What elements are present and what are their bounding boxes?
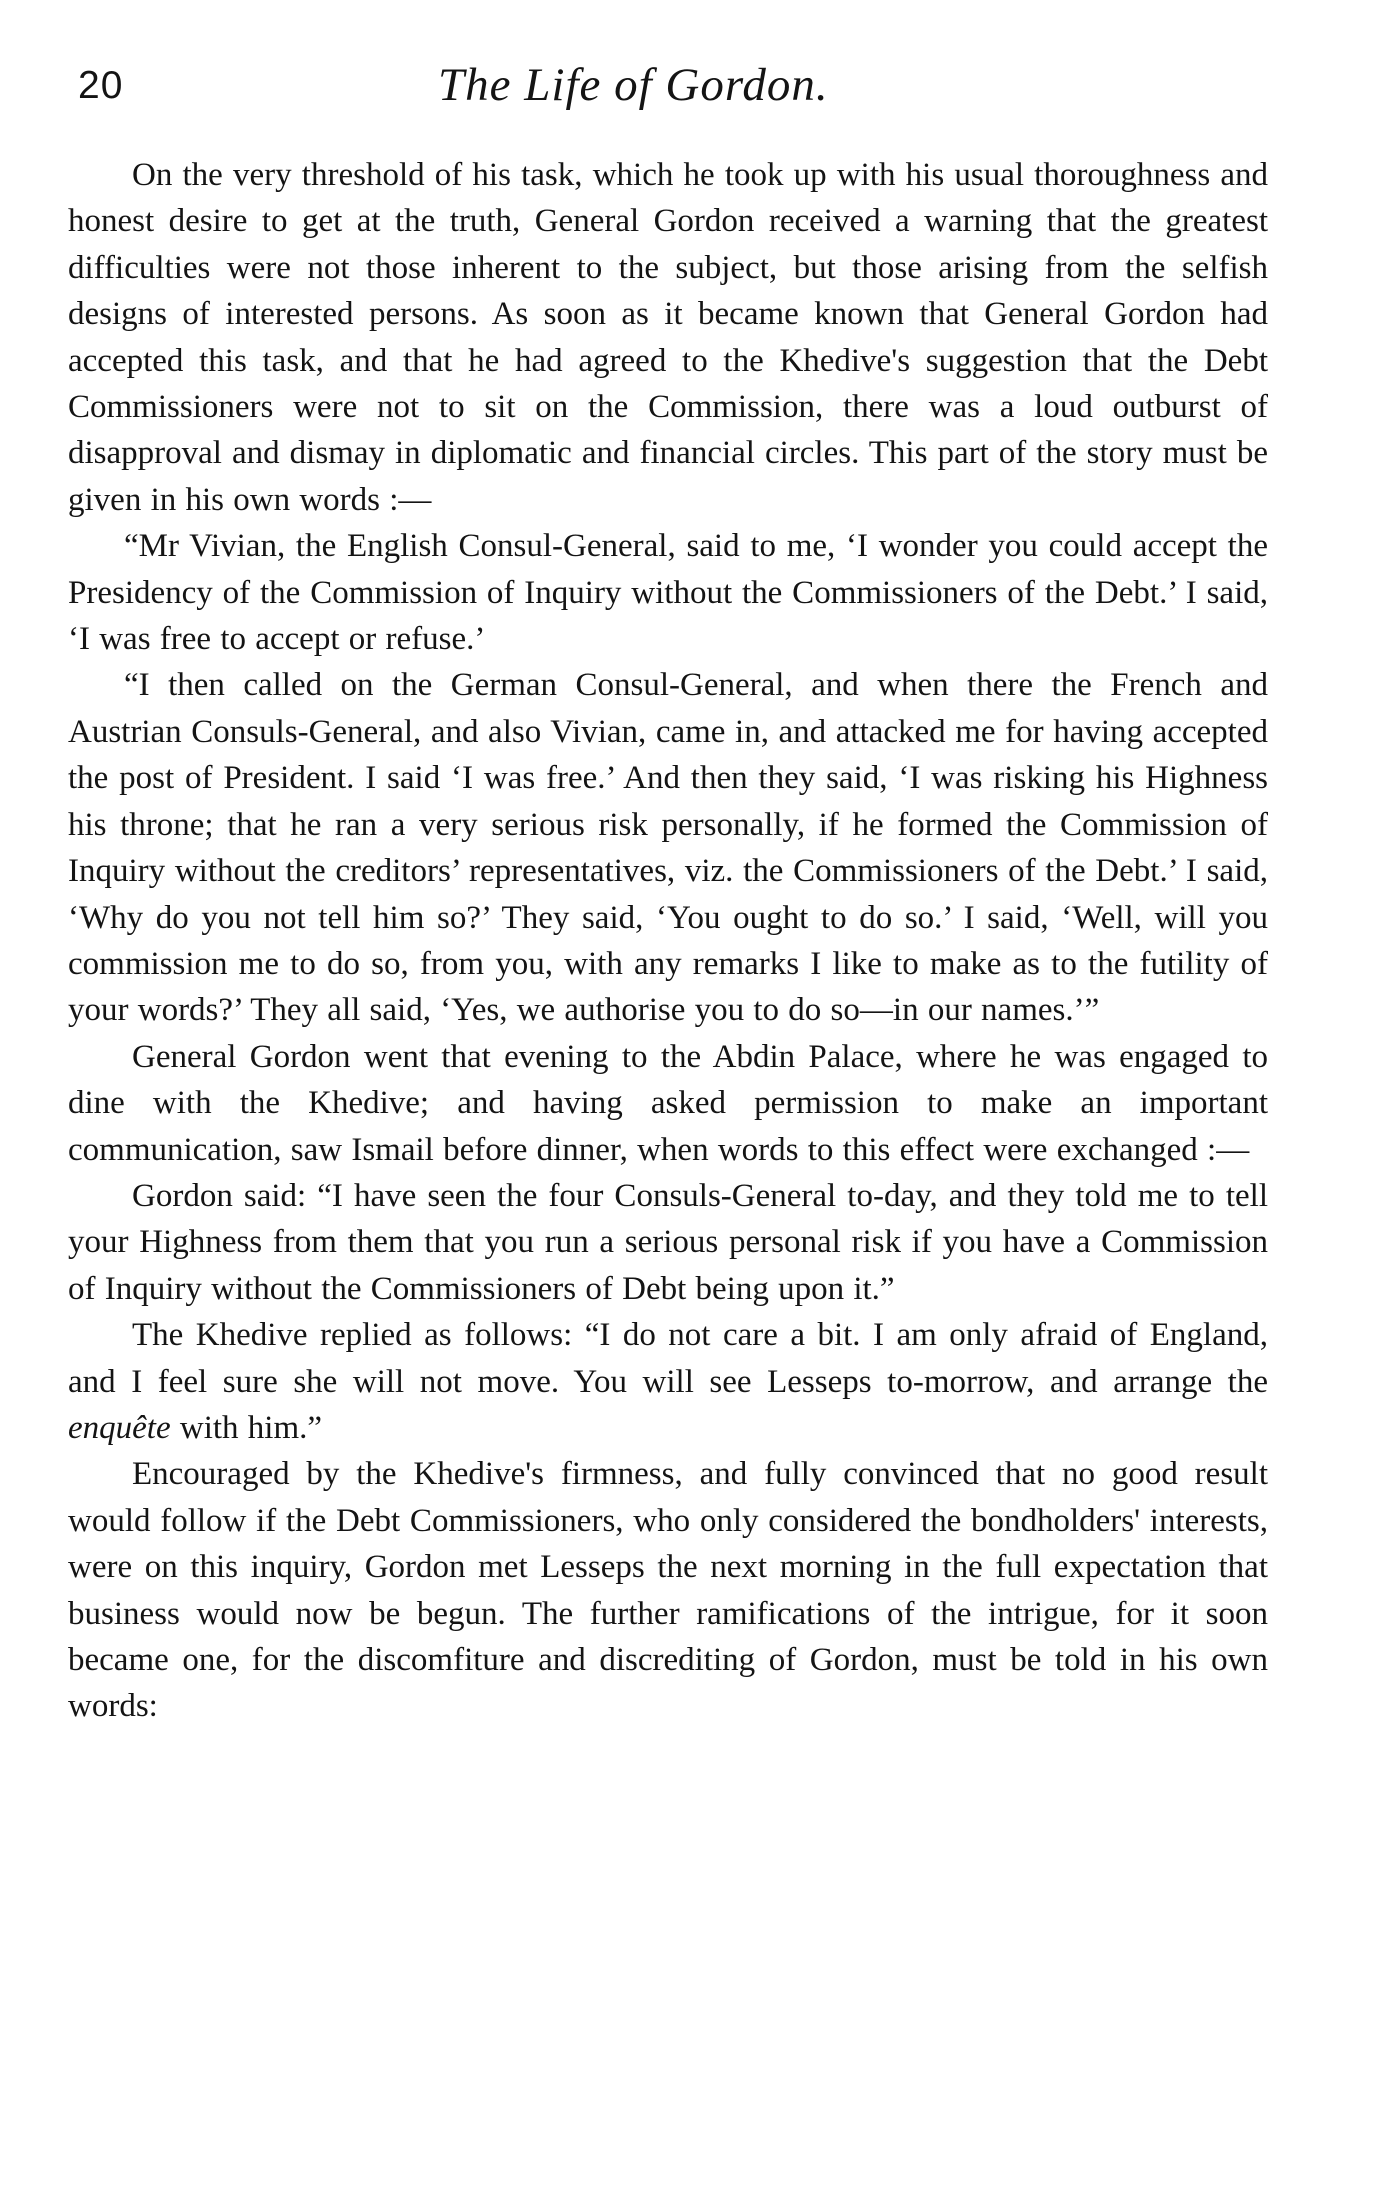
page-header <box>78 58 1273 128</box>
paragraph-vivian-quote: “Mr Vivian, the English Consul-General, said to me, ‘I wonder you could accept the Presidency of the Commission of Inquiry without the Commissioners of the Debt.’ I said, ‘I was free to accept or refuse.’ <box>68 528 1268 658</box>
paragraph-threshold: On the very threshold of his task, which he took up with his usual thoroughness and honest desire to get at the truth, General Gordon received a warning that the greatest difficulties were not those inherent to the subject, but those arising from the selfish designs of interested persons. As soon as it became known that General Gordon had accepted this task, and that he had agreed to the Khedive's suggestion that the Debt Commissioners were not to sit on the Commission, there was a loud outburst of disapproval and dismay in diplomatic and financial circles. This part of the story must be given in his own words :— <box>68 157 1268 518</box>
khedive-reply-text: The Khedive replied as follows: “I do not care a bit. I am only afraid of England, and I feel sure she will not move. You will see Lesseps to-morrow, and arrange the <box>68 1317 1268 1400</box>
paragraph-encouraged: Encouraged by the Khedive's firmness, and fully convinced that no good result would follow if the Debt Commissioners, who only considered the bondholders' interests, were on this inquiry, Gordon met Lesseps the next morning in the full expectation that business would now be begun. The further ramifications of the intrigue, for it soon became one, for the discomfiture and discrediting of Gordon, must be told in his own words: <box>68 1456 1268 1725</box>
body-text <box>68 152 1268 1730</box>
page-number: 20 <box>78 64 124 107</box>
paragraph-khedive-replied <box>68 1312 1268 1451</box>
paragraph-consuls-quote: “I then called on the German Consul-General, and when there the French and Austrian Consuls-General, and also Vivian, came in, and attacked me for having accepted the post of President. I said ‘I was free.’ And then they said, ‘I was risking his Highness his throne; that he ran a very serious risk personally, if he formed the Commission of Inquiry without the creditors’ representatives, viz. the Commissioners of the Debt.’ I said, ‘Why do you not tell him so?’ They said, ‘You ought to do so.’ I said, ‘Well, will you commission me to do so, from you, with any remarks I like to make as to the futility of your words?’ They all said, ‘Yes, we authorise you to do so—in our names.’” <box>68 667 1268 1029</box>
running-title: The Life of Gordon. <box>438 59 829 111</box>
paragraph-abdin-palace: General Gordon went that evening to the Abdin Palace, where he was engaged to dine with the Khedive; and having asked permission to make an important communication, saw Ismail before dinner, when words to this effect were exchanged :— <box>68 1038 1268 1168</box>
khedive-reply-end: with him.” <box>170 1409 323 1446</box>
enquete-italic: enquête <box>68 1409 171 1446</box>
paragraph-gordon-said: Gordon said: “I have seen the four Consuls-General to-day, and they told me to tell your Highness from them that you run a serious personal risk if you have a Commission of Inquiry without the Commissioners of Debt being upon it.” <box>68 1177 1268 1307</box>
